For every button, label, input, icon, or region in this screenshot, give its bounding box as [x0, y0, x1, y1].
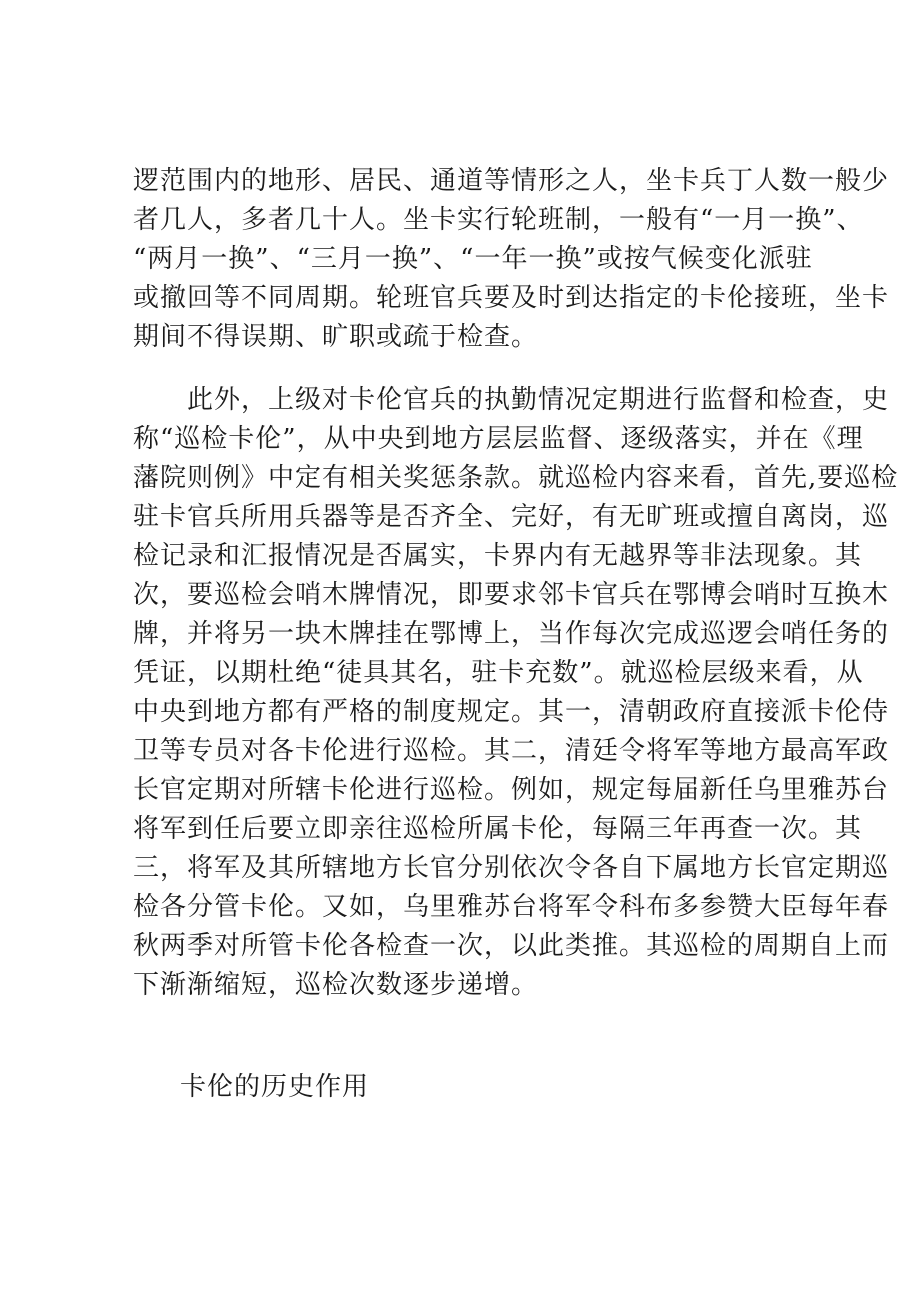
paragraph-line: 中央到地方都有严格的制度规定。其一，清朝政府直接派卡伦侍 — [133, 697, 890, 727]
paragraph-line: 下渐渐缩短，巡检次数逐步递增。 — [133, 970, 539, 1000]
paragraph-line: 检各分管卡伦。又如，乌里雅苏台将军令科布多参赞大臣每年春 — [133, 892, 890, 922]
paragraph-line: 将军到任后要立即亲往巡检所属卡伦，每隔三年再查一次。其 — [133, 814, 863, 844]
paragraph-1 — [133, 162, 890, 357]
paragraph-line: 牌，并将另一块木牌挂在鄂博上，当作每次完成巡逻会哨任务的 — [133, 619, 890, 649]
paragraph-line: 长官定期对所辖卡伦进行巡检。例如，规定每届新任乌里雅苏台 — [133, 775, 890, 805]
paragraph-line: 秋两季对所管卡伦各检查一次，以此类推。其巡检的周期自上而 — [133, 931, 890, 961]
paragraph-line: 卫等专员对各卡伦进行巡检。其二，清廷令将军等地方最高军政 — [133, 736, 890, 766]
paragraph-line: 者几人，多者几十人。坐卡实行轮班制，一般有“一月一换”、 — [133, 205, 864, 235]
paragraph-2 — [133, 381, 899, 1005]
paragraph-line: 凭证，以期杜绝“徒具其名，驻卡充数”。就巡检层级来看，从 — [133, 658, 864, 688]
paragraph-line: 逻范围内的地形、居民、通道等情形之人，坐卡兵丁人数一般少 — [133, 166, 890, 196]
paragraph-line: 称“巡检卡伦”，从中央到地方层层监督、逐级落实，并在《理 — [133, 424, 864, 454]
paragraph-line: 次，要巡检会哨木牌情况，即要求邻卡官兵在鄂博会哨时互换木 — [133, 580, 890, 610]
paragraph-line: 此外，上级对卡伦官兵的执勤情况定期进行监督和检查，史 — [133, 385, 890, 415]
paragraph-line: 或撤回等不同周期。轮班官兵要及时到达指定的卡伦接班，坐卡 — [133, 283, 890, 313]
paragraph-line: 驻卡官兵所用兵器等是否齐全、完好，有无旷班或擅自离岗，巡 — [133, 502, 890, 532]
paragraph-line: 三，将军及其所辖地方长官分别依次令各自下属地方长官定期巡 — [133, 853, 890, 883]
paragraph-line: 检记录和汇报情况是否属实，卡界内有无越界等非法现象。其 — [133, 541, 863, 571]
section-heading: 卡伦的历史作用 — [180, 1072, 370, 1102]
paragraph-line: 藩院则例》中定有相关奖惩条款。就巡检内容来看，首先,要巡检 — [133, 463, 899, 493]
paragraph-line: 期间不得误期、旷职或疏于检查。 — [133, 322, 539, 352]
paragraph-line: “两月一换”、“三月一换”、“一年一换”或按气候变化派驻 — [133, 244, 813, 274]
